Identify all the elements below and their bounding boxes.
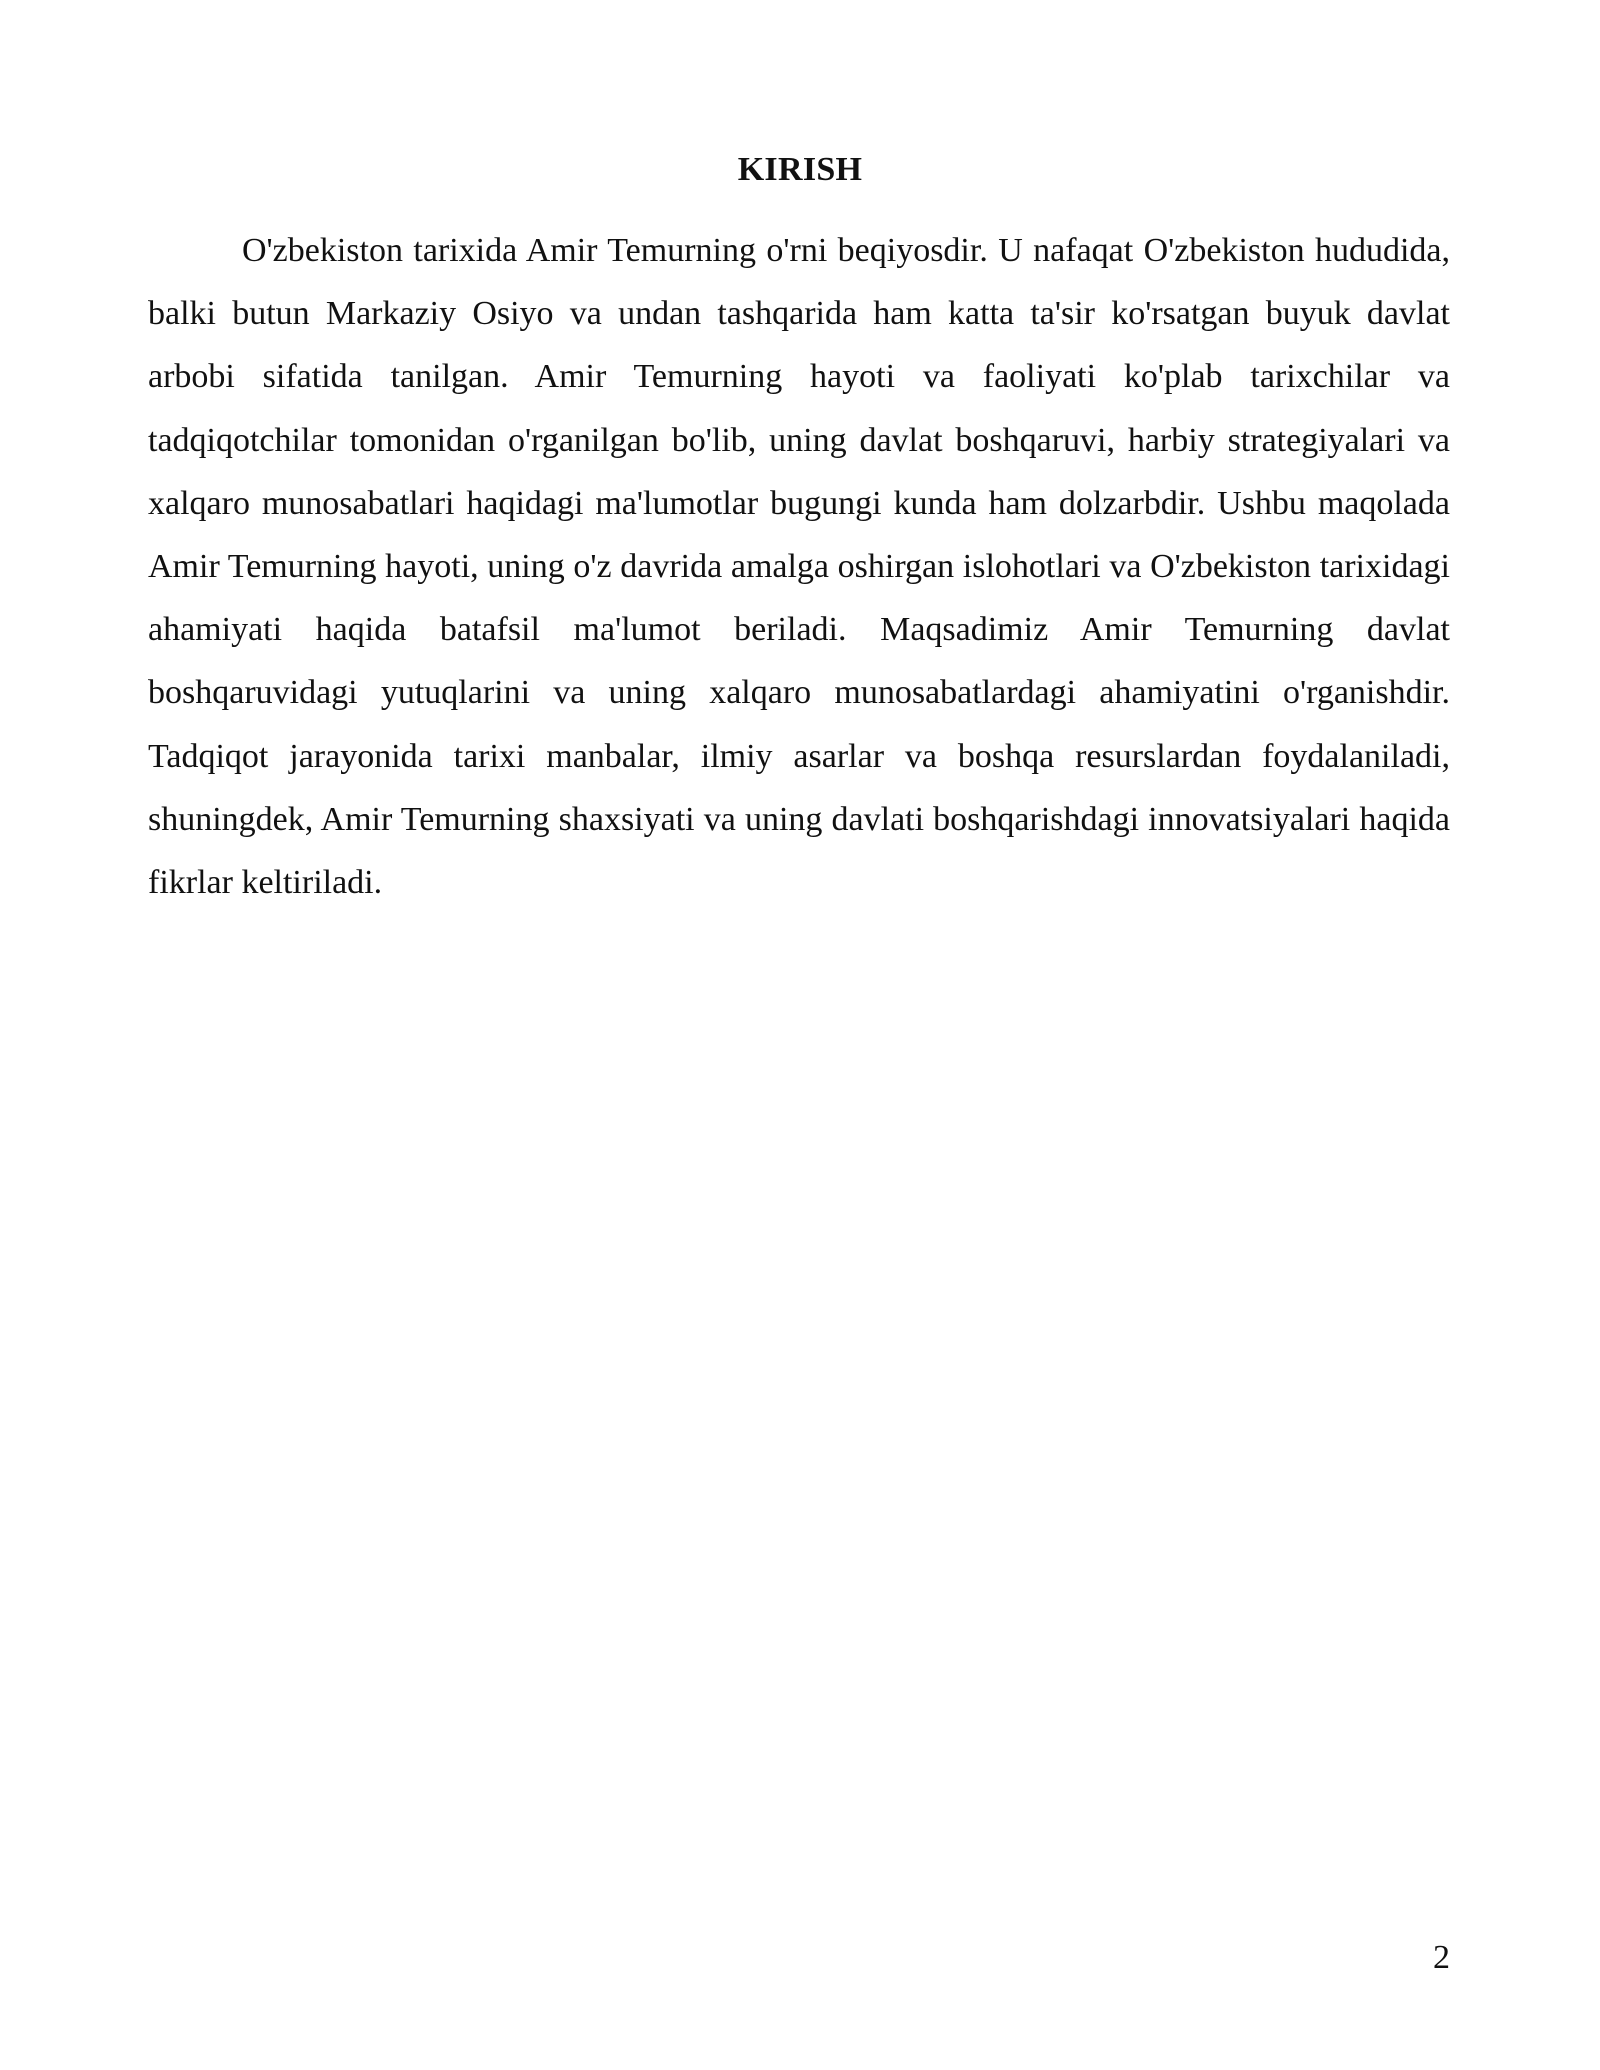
section-heading: KIRISH <box>737 151 863 188</box>
introduction-paragraph: O'zbekiston tarixida Amir Temurning o'rni beqiyosdir. U nafaqat O'zbekiston hududida, balki butun Markaziy Osiyo va undan tashqarida ham katta ta'sir ko'rsatgan buyuk davlat arbobi sifatida tanilgan. Amir Temurning hayoti va faoliyati ko'plab tarixchilar va tadqiqotchilar tomonidan o'rganilgan bo'lib, uning davlat boshqaruvi, harbiy strategiyalari va xalqaro munosabatlari haqidagi ma'lumotlar bugungi kunda ham dolzarbdir. Ushbu maqolada Amir Temurning hayoti, uning o'z davrida amalga oshirgan islohotlari va O'zbekiston tarixidagi ahamiyati haqida batafsil ma'lumot beriladi. Maqsadimiz Amir Temurning davlat boshqaruvidagi yutuqlarini va uning xalqaro munosabatlardagi ahamiyatini o'rganishdir. Tadqiqot jarayonida tarixi manbalar, ilmiy asarlar va boshqa resurslardan foydalaniladi, shuningdek, Amir Temurning shaxsiyati va uning davlati boshqarishdagi innovatsiyalari haqida fikrlar keltiriladi. <box>148 232 1450 902</box>
page-number: 2 <box>1433 1939 1450 1976</box>
